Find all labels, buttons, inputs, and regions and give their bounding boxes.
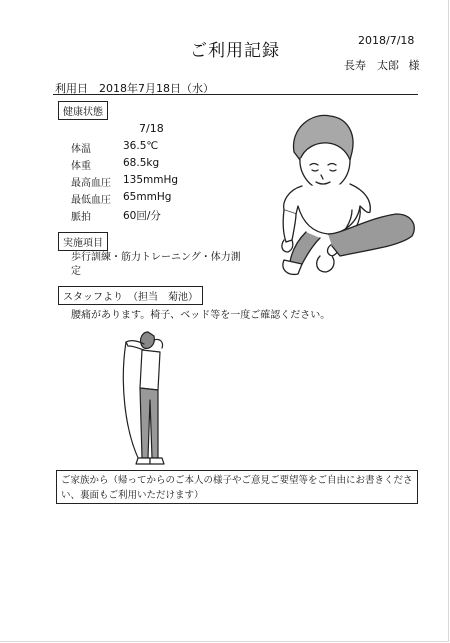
health-date: 7/18 [139,122,164,135]
vital-value: 65mmHg [123,191,172,203]
staff-note: 腰痛があります。椅子、ベッド等を一度ご確認ください。 [71,310,331,321]
health-heading: 健康状態 [58,101,108,120]
vital-value: 60回/分 [123,210,161,222]
record-date: 2018/7/18 [358,34,415,47]
vital-label: 体温 [71,144,91,155]
vital-value: 68.5kg [123,157,160,169]
vital-label: 最低血圧 [71,195,111,206]
family-comment-prompt: ご家族から（帰ってからのご本人の様子やご意見ご要望等をご自由にお書きください、裏面もご利用いただけます） [61,475,413,501]
vital-value: 135mmHg [123,174,179,186]
vital-label: 体重 [71,161,91,172]
staff-heading: スタッフより （担当 菊池） [58,286,203,305]
vital-value: 36.5℃ [123,140,159,152]
page-title: ご利用記録 [190,41,280,61]
vital-label: 脈拍 [71,212,91,223]
visit-date-line: 利用日 2018年7月18日（水） [55,82,214,95]
vital-label: 最高血圧 [71,178,111,189]
stretching-person-illustration [272,110,422,280]
activities-heading: 実施項目 [58,232,108,251]
recipient-name: 長寿 太郎 様 [344,59,420,72]
standing-exercise-illustration [118,330,180,470]
family-comment-box[interactable] [56,470,418,504]
header-divider [53,94,418,95]
activities-text: 歩行訓練・筋力トレーニング・体力測定 [71,252,241,277]
